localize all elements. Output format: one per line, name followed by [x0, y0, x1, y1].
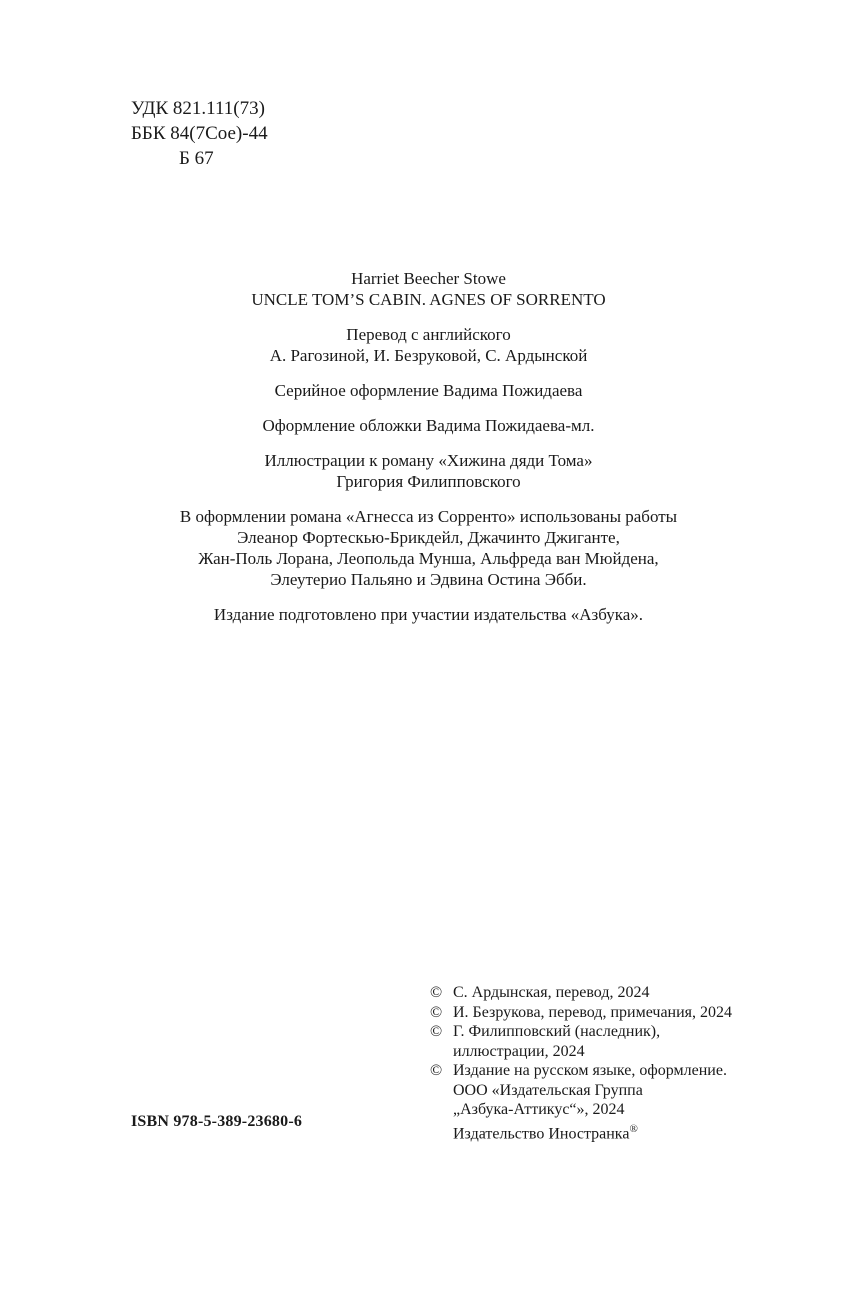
original-title: UNCLE TOM’S CABIN. AGNES OF SORRENTO [251, 290, 606, 309]
copyright-text: С. Ардынская, перевод, 2024 [453, 984, 650, 1001]
illustrations-credit [0, 450, 857, 492]
original-title-block [0, 268, 857, 310]
copyright-sign: © [430, 1023, 443, 1040]
translation-line-2: А. Рагозиной, И. Безруковой, С. Ардынской [269, 346, 588, 365]
original-author: Harriet Beecher Stowe [351, 269, 506, 288]
bbk-code: ББК 84(7Сое)-44 [131, 123, 268, 144]
copyright-entry [430, 1022, 732, 1061]
artworks-line-2: Элеанор Фортескью-Брикдейл, Джачинто Джиганте, [237, 528, 620, 547]
copyright-text: иллюстрации, 2024 [453, 1042, 585, 1060]
copyright-sign: © [430, 1062, 443, 1079]
copyright-entry [430, 1061, 732, 1143]
classification-block [131, 96, 268, 171]
copyright-text: „Азбука-Аттикус“», 2024 [453, 1101, 625, 1118]
cover-design-credit [0, 415, 857, 436]
illustrations-line-2: Григория Филипповского [336, 472, 521, 491]
isbn-number: ISBN 978-5-389-23680-6 [131, 1113, 303, 1130]
copyright-text: Издание на русском языке, оформление. [453, 1062, 727, 1079]
credits-block [0, 268, 857, 639]
publisher-note-line: Издание подготовлено при участии издательства «Азбука». [213, 605, 644, 624]
publisher-note [0, 604, 857, 625]
series-design-credit [0, 380, 857, 401]
copyright-text-publisher [453, 1120, 732, 1144]
cover-design-line: Оформление обложки Вадима Пожидаева-мл. [262, 416, 595, 435]
copyright-entry [430, 983, 732, 1003]
udk-code: УДК 821.111(73) [131, 98, 265, 119]
copyright-text: ООО «Издательская Группа [453, 1081, 643, 1099]
translation-credit [0, 324, 857, 366]
illustrations-line-1: Иллюстрации к роману «Хижина дяди Тома» [264, 451, 593, 470]
registered-mark: ® [629, 1122, 638, 1135]
copyright-entry [430, 1003, 732, 1023]
author-mark: Б 67 [179, 148, 214, 169]
copyright-text: И. Безрукова, перевод, примечания, 2024 [453, 1003, 733, 1021]
copyright-sign: © [430, 1003, 443, 1021]
series-design-line: Серийное оформление Вадима Пожидаева [274, 381, 583, 400]
artworks-credit [0, 506, 857, 590]
copyright-block [430, 983, 732, 1143]
copyright-sign: © [430, 984, 443, 1001]
publisher-name: Издательство Иностранка [453, 1124, 630, 1142]
copyright-text: Г. Филипповский (наследник), [453, 1023, 661, 1040]
translation-line-1: Перевод с английского [346, 325, 511, 344]
artworks-line-3: Жан-Поль Лорана, Леопольда Мунша, Альфреда ван Мюйдена, [198, 549, 659, 568]
artworks-line-4: Элеутерио Пальяно и Эдвина Остина Эбби. [270, 570, 587, 589]
artworks-line-1: В оформлении романа «Агнесса из Сорренто» использованы работы [179, 507, 678, 526]
